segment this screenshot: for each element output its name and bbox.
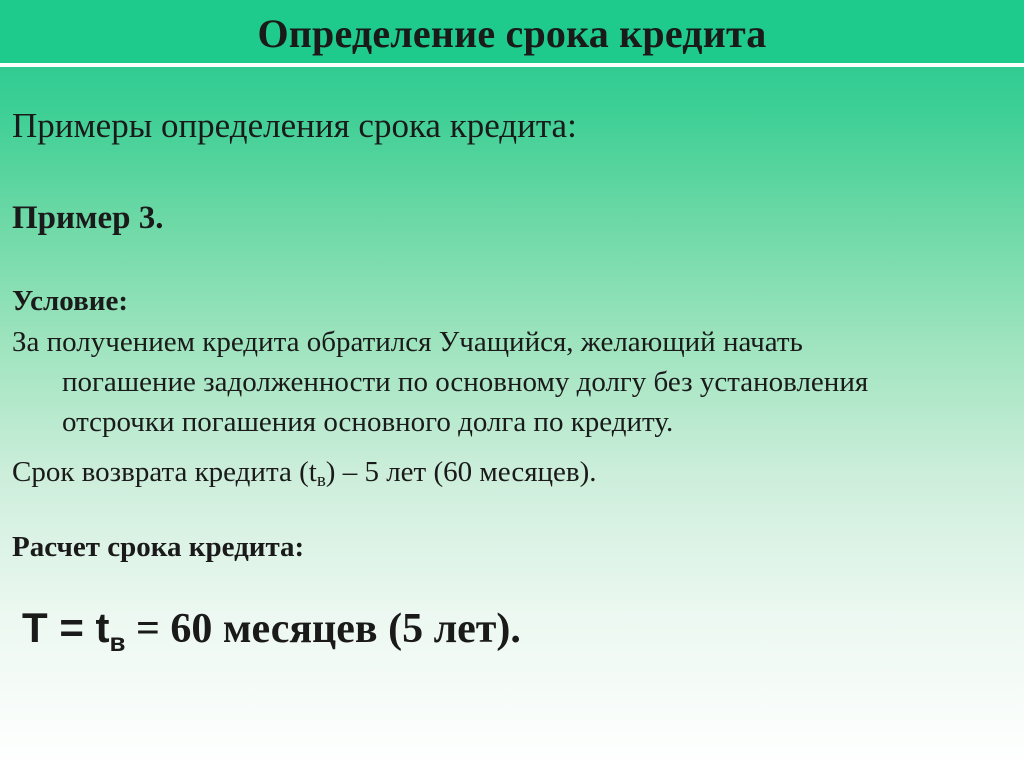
condition-line: За получением кредита обратился Учащийся, желающий начать	[12, 326, 803, 358]
formula-subscript: в	[109, 627, 126, 657]
formula	[22, 600, 521, 657]
loan-term-line	[12, 452, 597, 492]
subtitle: Примеры определения срока кредита:	[12, 106, 577, 145]
condition-line: отсрочки погашения основного долга по кредиту.	[62, 406, 674, 438]
condition-line: погашение задолженности по основному долгу без установления	[62, 366, 869, 398]
loan-term-suffix: ) – 5 лет (60 месяцев).	[325, 456, 597, 488]
example-label: Пример 3.	[12, 200, 164, 236]
formula-lhs: T = t	[22, 604, 110, 651]
title-bar	[0, 0, 1024, 67]
calculation-label: Расчет срока кредита:	[12, 531, 305, 563]
slide-title: Определение срока кредита	[257, 11, 767, 56]
condition-label: Условие:	[12, 285, 128, 317]
loan-term-subscript: в	[316, 470, 326, 491]
condition-text	[12, 322, 1017, 442]
loan-term-prefix: Срок возврата кредита (t	[12, 456, 317, 488]
formula-rhs: = 60 месяцев (5 лет).	[125, 606, 521, 652]
